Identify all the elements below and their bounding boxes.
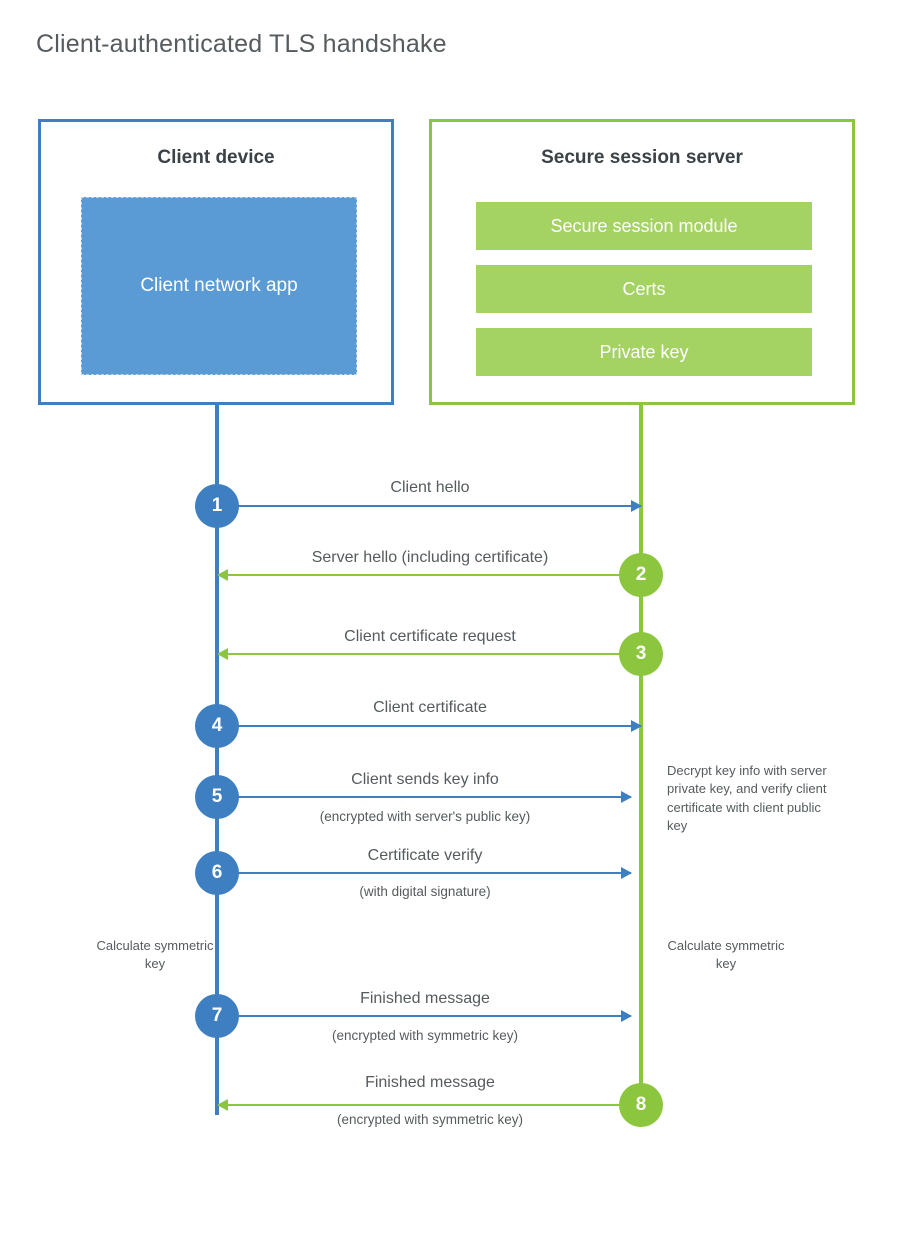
step-2-label: Server hello (including certificate) <box>311 549 549 566</box>
step-5-sublabel: (encrypted with server's public key) <box>319 809 531 824</box>
step-6-sublabel: (with digital signature) <box>359 884 491 899</box>
step-6-circle: 6 <box>195 851 239 895</box>
step-4-circle: 4 <box>195 704 239 748</box>
step-2-circle: 2 <box>619 553 663 597</box>
step-1-circle: 1 <box>195 484 239 528</box>
note-server-calculate-symmetric-key: Calculate symmetric key <box>667 938 785 972</box>
step-3-label: Client certificate request <box>344 628 516 645</box>
page-title: Client-authenticated TLS handshake <box>36 30 447 58</box>
secure-session-server-box <box>429 119 855 405</box>
server-component-certs: Certs <box>476 265 812 313</box>
step-5-circle: 5 <box>195 775 239 819</box>
server-component-secure-session-module: Secure session module <box>476 202 812 250</box>
note-client-calculate-symmetric-key: Calculate symmetric key <box>96 938 214 972</box>
step-7-label: Finished message <box>360 990 490 1007</box>
server-component-private-key: Private key <box>476 328 812 376</box>
step-4-label: Client certificate <box>373 699 487 716</box>
step-8-circle: 8 <box>619 1083 663 1127</box>
step-1-label: Client hello <box>390 479 470 496</box>
step-8-label: Finished message <box>365 1074 495 1091</box>
step-5-label: Client sends key info <box>351 771 499 788</box>
step-7-circle: 7 <box>195 994 239 1038</box>
client-device-title: Client device <box>157 147 275 168</box>
client-network-app: Client network app <box>81 197 357 375</box>
secure-session-server-title: Secure session server <box>541 147 743 168</box>
step-8-sublabel: (encrypted with symmetric key) <box>336 1112 524 1127</box>
step-7-sublabel: (encrypted with symmetric key) <box>331 1028 519 1043</box>
note-server-decrypt: Decrypt key info with server private key, and verify client certificate with client public key <box>667 763 827 834</box>
client-device-box <box>38 119 394 405</box>
step-6-label: Certificate verify <box>367 847 483 864</box>
step-3-circle: 3 <box>619 632 663 676</box>
